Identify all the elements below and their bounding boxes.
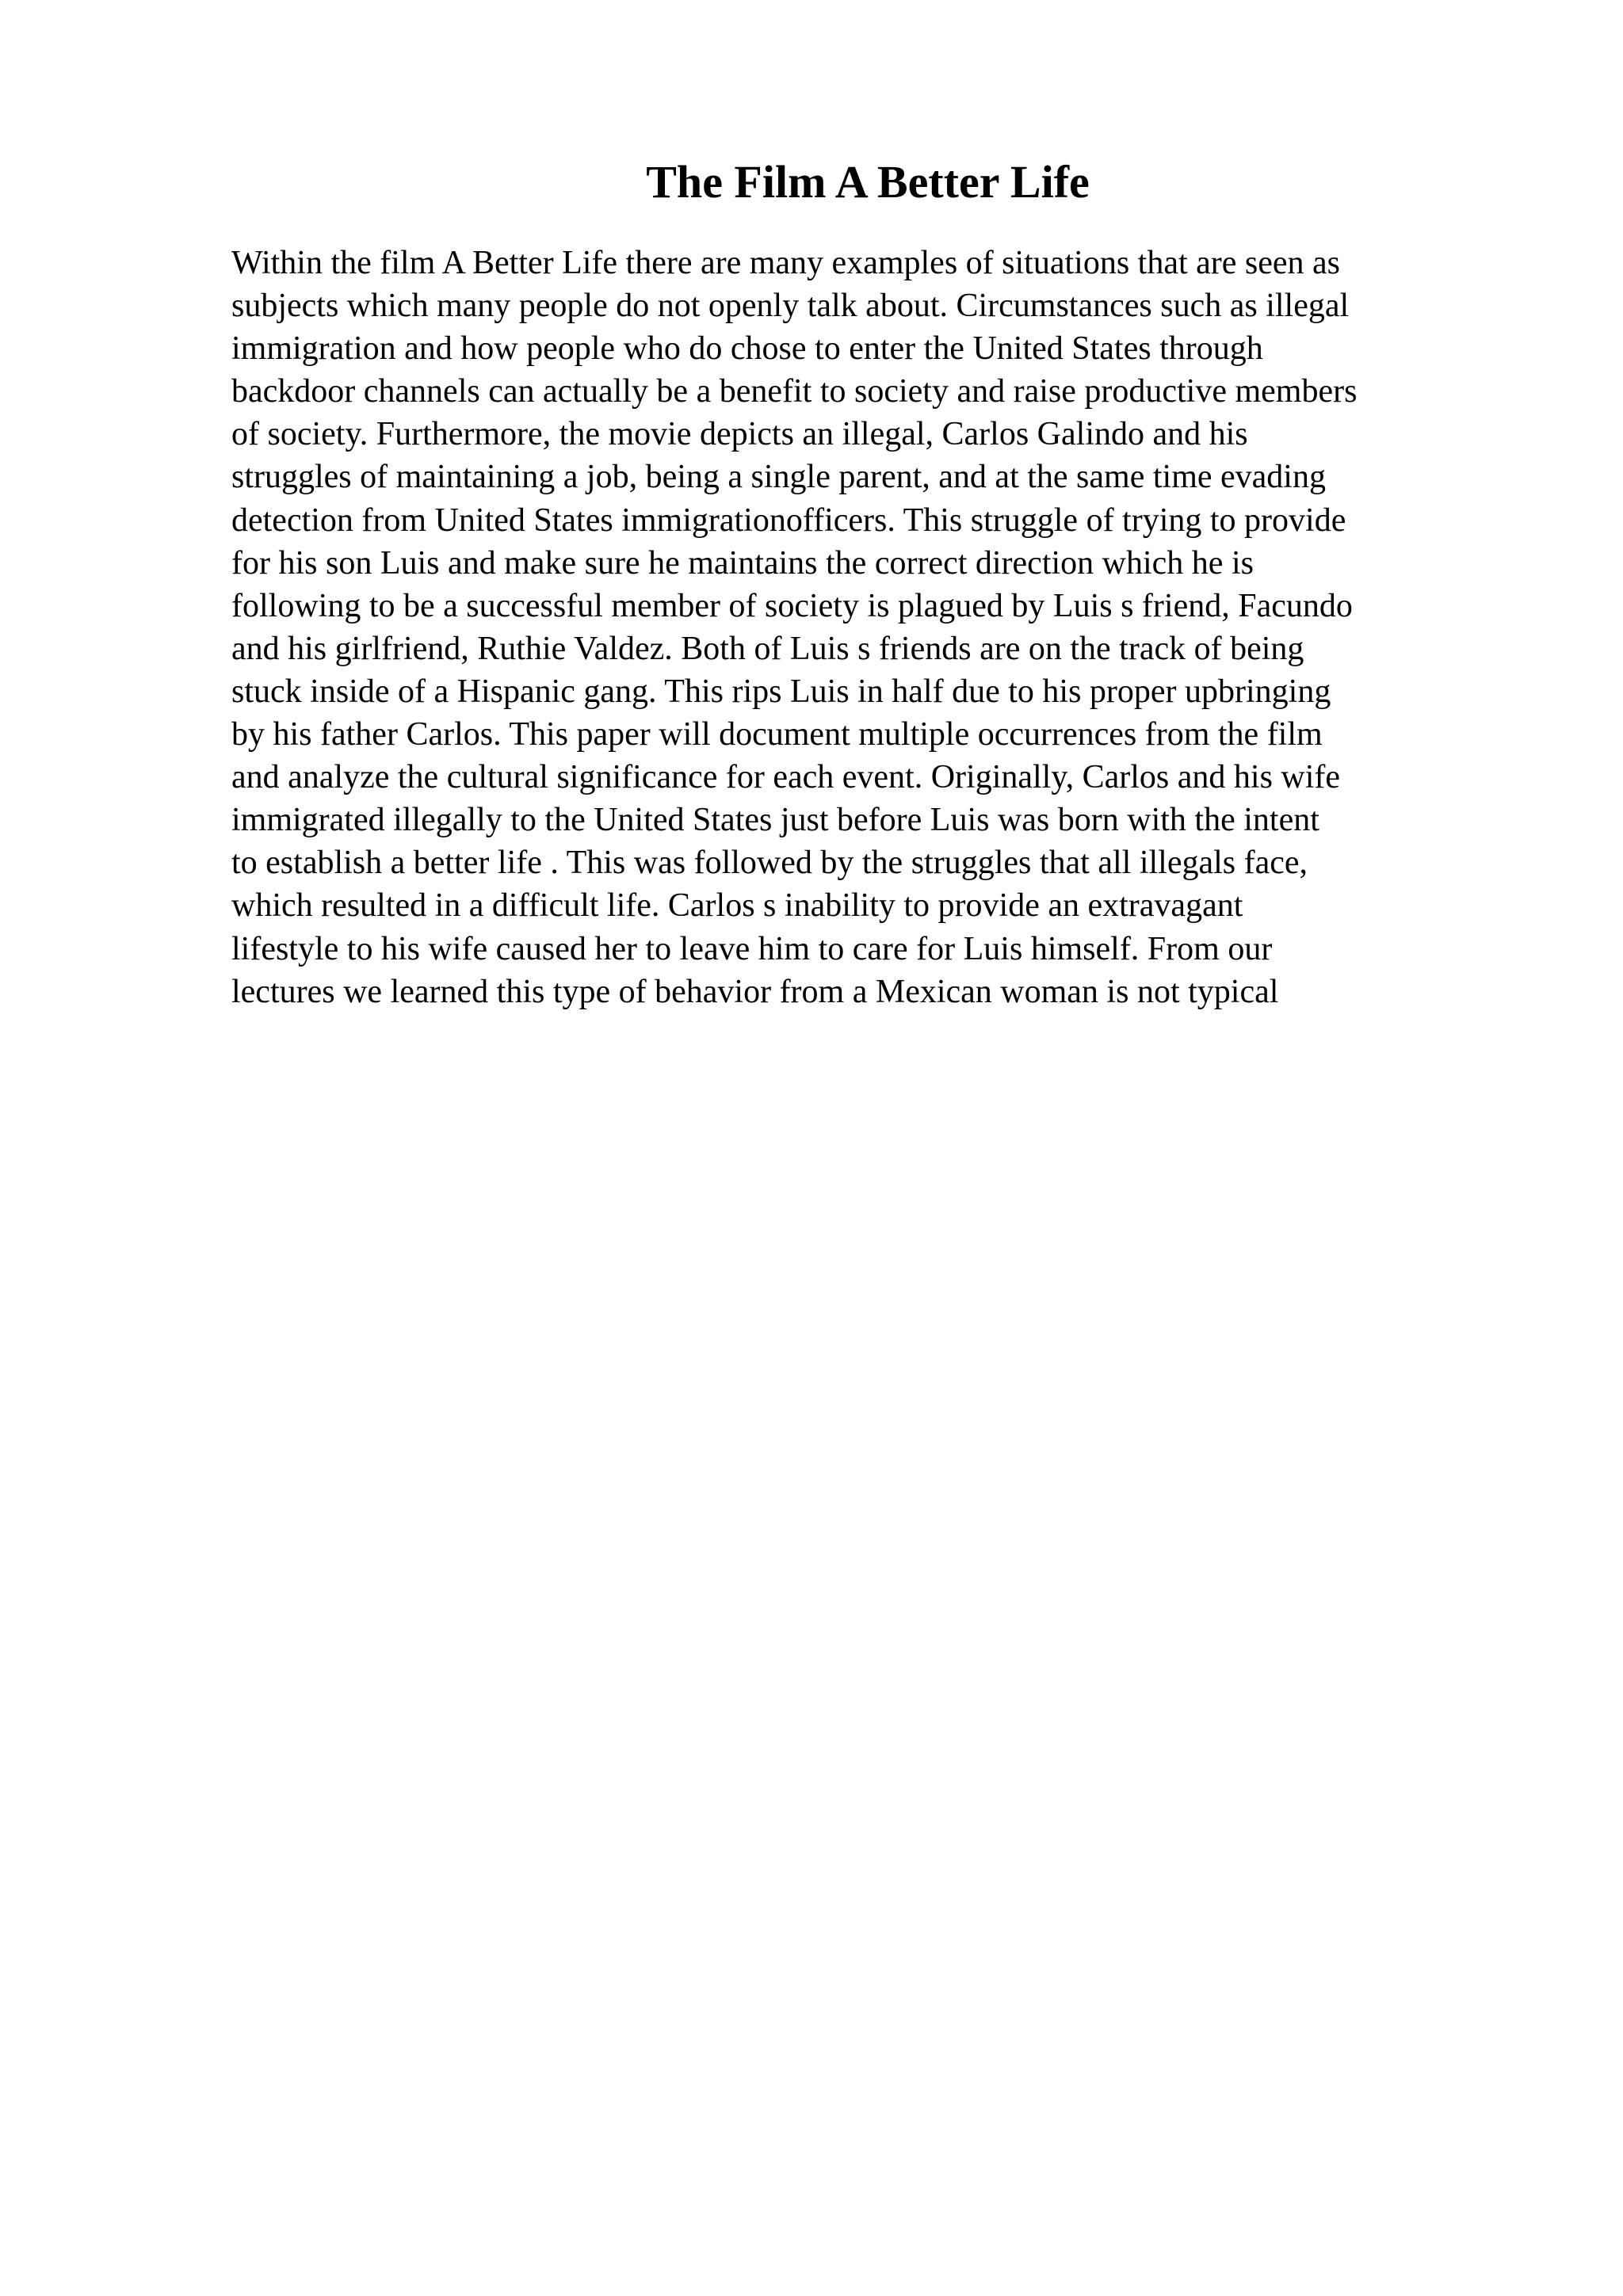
body-paragraph: [231, 242, 1499, 1013]
text-line: for his son Luis and make sure he maintains the correct direction which he is: [231, 544, 1254, 582]
text-line: immigrated illegally to the United States just before Luis was born with the intent: [231, 802, 1319, 839]
text-line: stuck inside of a Hispanic gang. This rips Luis in half due to his proper upbringing: [231, 673, 1331, 710]
text-line: detection from United States immigrationofficers. This struggle of trying to provide: [231, 502, 1346, 539]
text-line: backdoor channels can actually be a benefit to society and raise productive members: [231, 373, 1358, 410]
text-line: Within the film A Better Life there are many examples of situations that are seen as: [231, 245, 1341, 281]
text-line: of society. Furthermore, the movie depicts an illegal, Carlos Galindo and his: [231, 416, 1248, 453]
text-line: and his girlfriend, Ruthie Valdez. Both of Luis s friends are on the track of being: [231, 630, 1304, 667]
text-line: which resulted in a difficult life. Carlos s inability to provide an extravagant: [231, 887, 1243, 925]
text-line: following to be a successful member of society is plagued by Luis s friend, Facundo: [231, 587, 1353, 624]
text-line: lifestyle to his wife caused her to leave him to care for Luis himself. From our: [231, 930, 1273, 967]
text-line: by his father Carlos. This paper will document multiple occurrences from the film: [231, 716, 1323, 753]
text-line: immigration and how people who do chose to enter the United States through: [231, 330, 1263, 368]
text-line: lectures we learned this type of behavior from a Mexican woman is not typical: [231, 973, 1279, 1010]
text-line: subjects which many people do not openly talk about. Circumstances such as illegal: [231, 288, 1350, 325]
text-line: struggles of maintaining a job, being a single parent, and at the same time evading: [231, 459, 1326, 496]
document-title: The Film A Better Life: [646, 156, 1090, 208]
text-line: and analyze the cultural significance for each event. Originally, Carlos and his wife: [231, 759, 1341, 796]
text-line: to establish a better life . This was followed by the struggles that all illegals face,: [231, 845, 1308, 882]
